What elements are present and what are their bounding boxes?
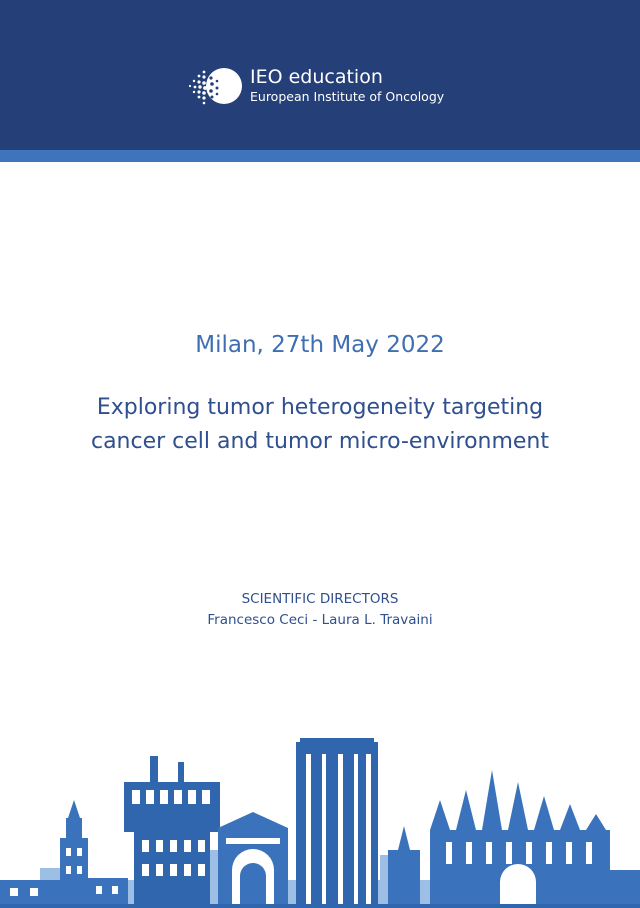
directors-label: SCIENTIFIC DIRECTORS xyxy=(241,591,399,607)
event-title xyxy=(40,391,600,459)
event-title-line2: cancer cell and tumor micro-environment xyxy=(90,429,550,454)
event-title-line1: Exploring tumor heterogeneity targeting xyxy=(96,395,544,420)
ieo-logo-icon xyxy=(186,64,246,108)
header-stripe xyxy=(0,150,640,162)
milan-skyline-illustration xyxy=(0,730,640,908)
logo-title: IEO education xyxy=(250,66,383,88)
ieo-logo xyxy=(186,64,456,110)
header-banner xyxy=(0,0,640,150)
directors-names: Francesco Ceci - Laura L. Travaini xyxy=(207,612,433,628)
event-date: Milan, 27th May 2022 xyxy=(195,332,445,358)
logo-subtitle: European Institute of Oncology xyxy=(250,89,445,104)
